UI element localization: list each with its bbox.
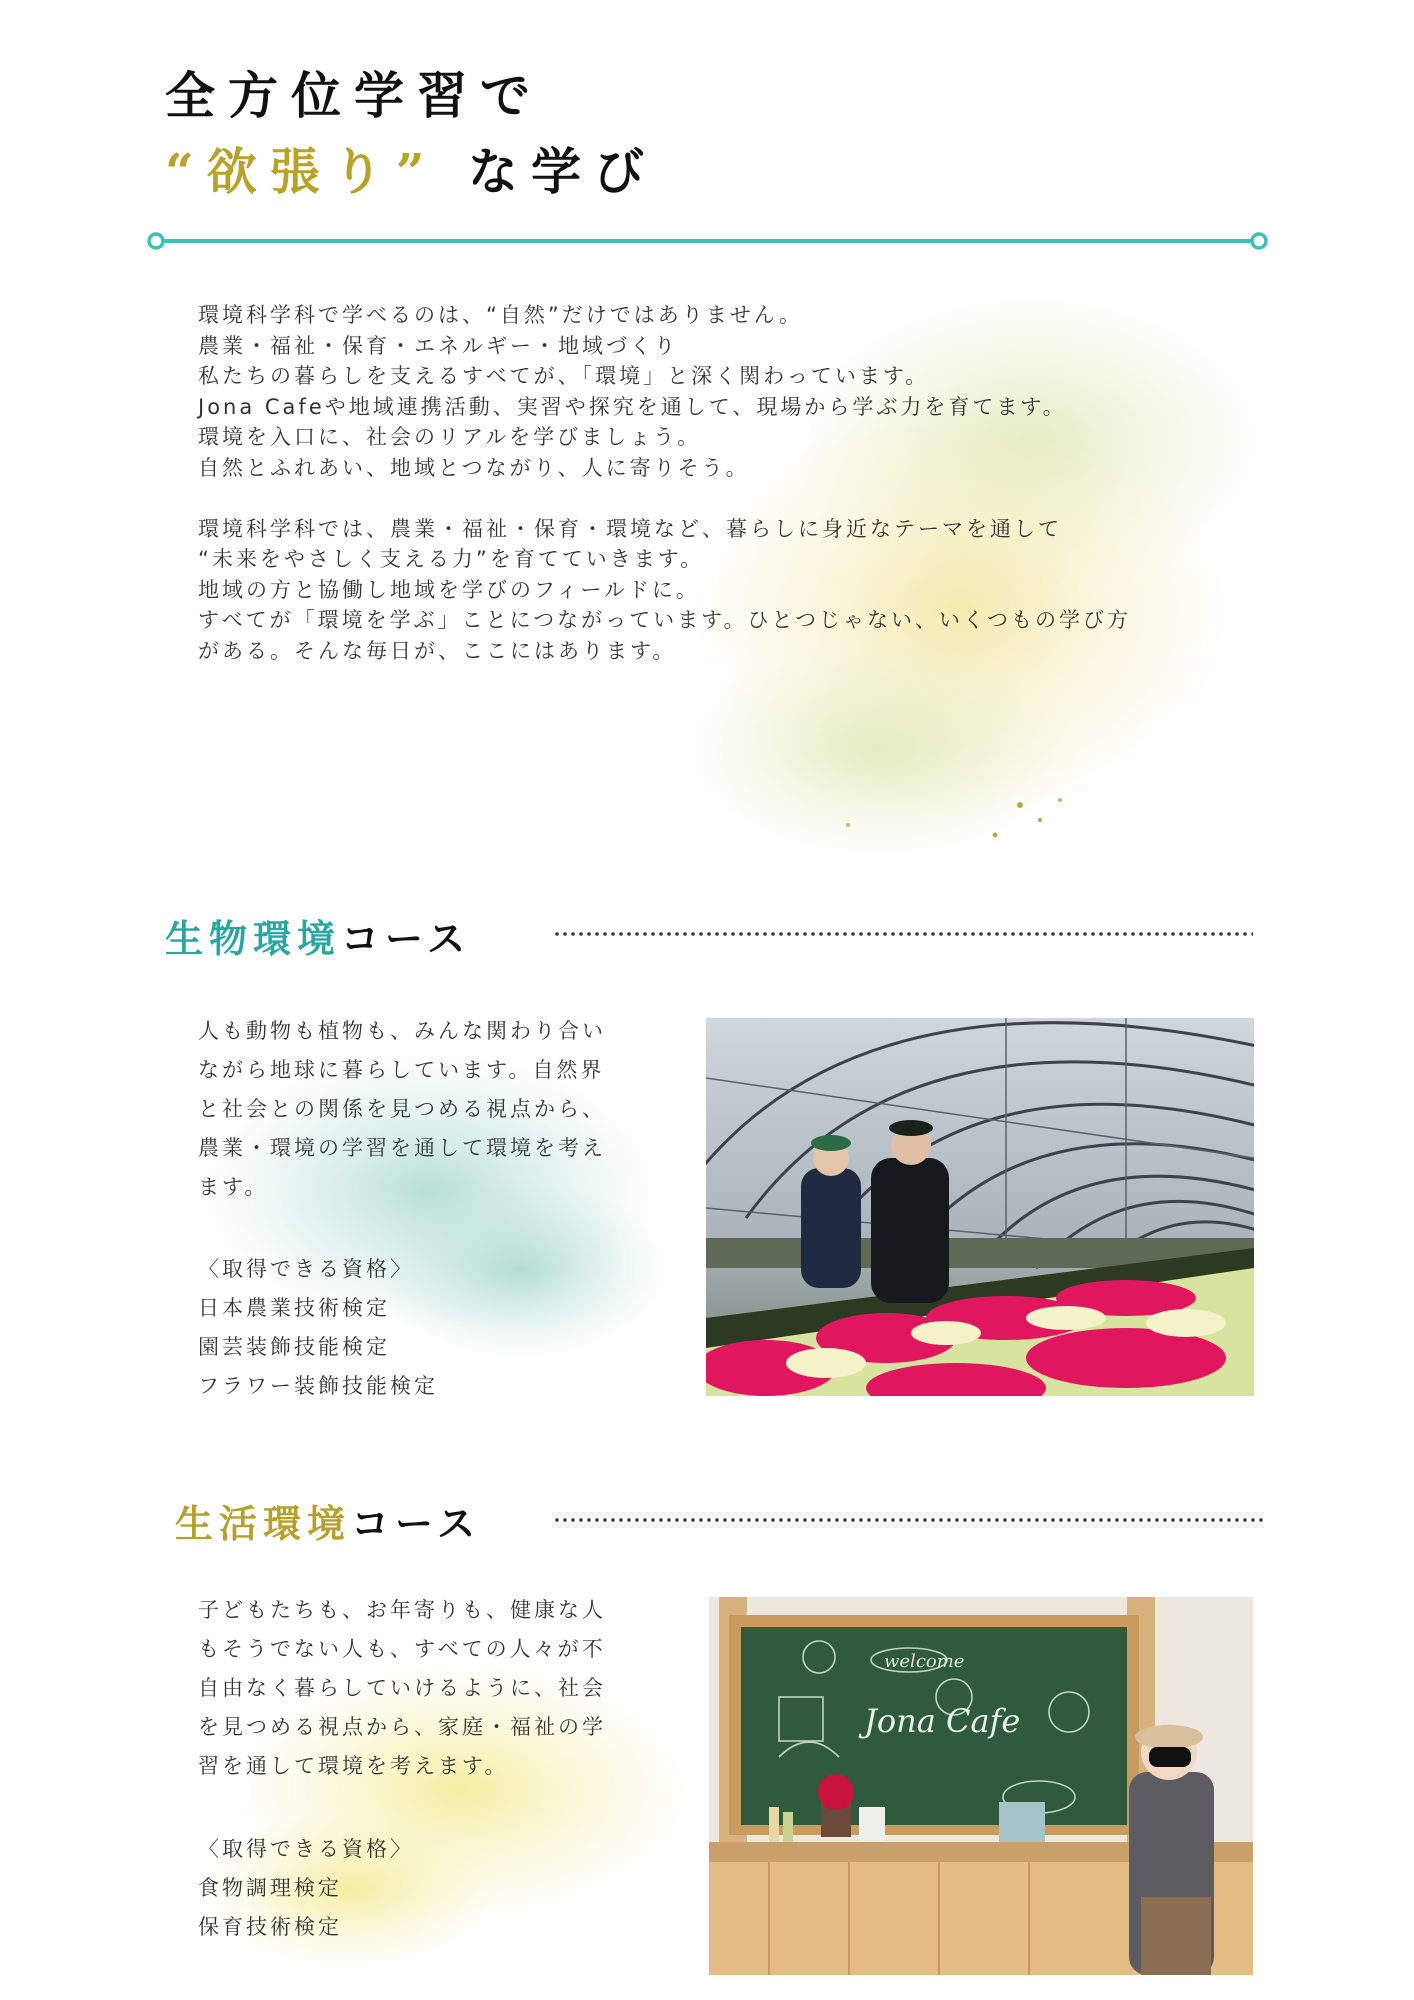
course2-heading [175, 1493, 481, 1548]
title-highlight: 欲張り [206, 142, 396, 201]
intro-line: 環境を入口に、社会のリアルを学びましょう。 [198, 425, 702, 449]
intro-line: すべてが「環境を学ぶ」ことにつながっています。ひとつじゃない、いくつもの学び方 [198, 608, 1132, 632]
board-welcome-text: welcome [884, 1651, 965, 1672]
course1-desc-line: ます。 [198, 1175, 269, 1199]
qualification-heading: 〈取得できる資格〉 [198, 1257, 414, 1281]
intro-line: Jona Cafeや地域連携活動、実習や探究を通して、現場から学ぶ力を育てます。 [198, 394, 1067, 419]
title-divider [145, 230, 1270, 252]
course2-dotted-rule [553, 1518, 1265, 1522]
qualification-item: フラワー装飾技能検定 [198, 1374, 438, 1398]
course2-desc-line: 子どもたちも、お年寄りも、健康な人 [198, 1598, 606, 1622]
course1-suffix: コース [341, 916, 472, 961]
title-line1: 全方位学習で [165, 66, 543, 125]
greenhouse-photo [706, 1018, 1254, 1396]
course1-desc-line: 農業・環境の学習を通して環境を考え [198, 1136, 606, 1160]
intro-line: “未来をやさしく支える力”を育てていきます。 [198, 547, 705, 571]
intro-line: 地域の方と協働し地域を学びのフィールドに。 [198, 577, 700, 602]
intro-line: 環境科学科で学べるのは、“自然”だけではありません。 [198, 303, 804, 327]
qualification-item: 日本農業技術検定 [198, 1296, 390, 1320]
course1-desc-line: 人も動物も植物も、みんな関わり合い [198, 1019, 606, 1043]
course1-description [198, 1012, 606, 1207]
intro-line: 自然とふれあい、地域とつながり、人に寄りそう。 [198, 455, 750, 480]
title-line2 [165, 134, 657, 210]
board-jona-cafe-text: Jona Cafe [864, 1702, 1021, 1740]
title-quote-open: “ [165, 142, 207, 201]
jona-cafe-photo [709, 1597, 1253, 1975]
intro-line: 環境科学科では、農業・福祉・保育・環境など、暮らしに身近なテーマを通して [198, 516, 1062, 541]
paragraph-gap [198, 483, 1258, 514]
course2-name: 生活環境 [175, 1501, 352, 1546]
intro-line: 私たちの暮らしを支えるすべてが、「環境」と深く関わっています。 [198, 364, 930, 388]
qualification-item: 園芸装飾技能検定 [198, 1335, 390, 1359]
course2-desc-line: 自由なく暮らしていけるように、社会 [198, 1676, 606, 1700]
page-title [165, 58, 657, 210]
course2-description [198, 1591, 606, 1786]
title-line2-rest: な学び [467, 142, 657, 201]
course1-qualifications [198, 1250, 438, 1406]
course2-desc-line: 習を通して環境を考えます。 [198, 1754, 509, 1778]
qualification-item: 食物調理検定 [198, 1876, 342, 1900]
qualification-heading: 〈取得できる資格〉 [198, 1837, 414, 1861]
intro-line: がある。そんな毎日が、ここにはあります。 [198, 638, 677, 663]
intro-text [198, 300, 1258, 666]
course1-name: 生物環境 [165, 916, 342, 961]
title-quote-close: ” [395, 142, 438, 201]
course2-desc-line: を見つめる視点から、家庭・福祉の学 [198, 1715, 606, 1739]
course2-suffix: コース [351, 1501, 482, 1546]
course2-desc-line: もそうでない人も、すべての人々が不 [198, 1637, 606, 1661]
intro-line: 農業・福祉・保育・エネルギー・地域づくり [198, 333, 678, 358]
course1-dotted-rule [553, 932, 1253, 936]
course2-qualifications [198, 1830, 414, 1947]
qualification-item: 保育技術検定 [198, 1915, 342, 1939]
course1-desc-line: ながら地球に暮らしています。自然界 [198, 1058, 605, 1082]
course1-heading [165, 908, 471, 963]
course1-desc-line: と社会との関係を見つめる視点から、 [198, 1097, 606, 1121]
